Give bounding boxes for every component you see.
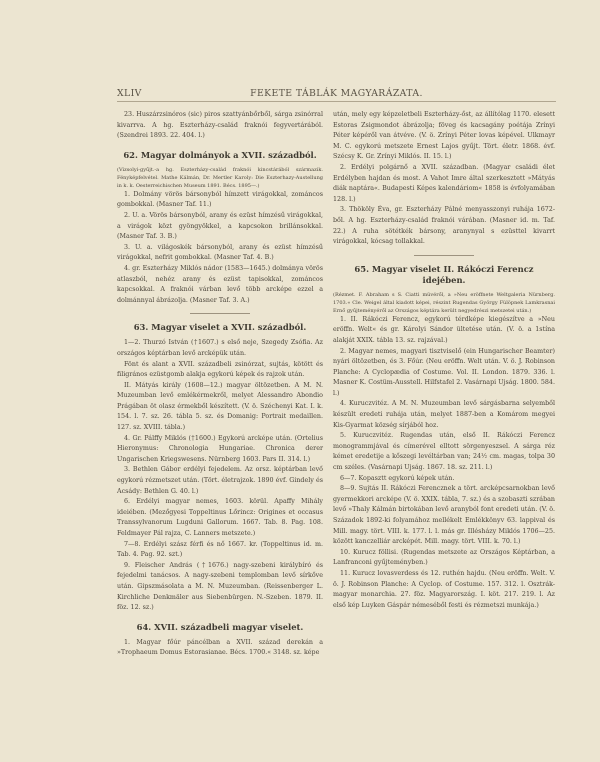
right-column (333, 110, 555, 611)
section-65-item: 1. II. Rákóczi Ferencz, egykorú térdképe kiegészítve a »Neu eröffn. Welt« és gr. Károlyi Sándor ültetése után. (V. ö. a 1stína alakját XXIX. tábla 13. sz. rajzával.) (333, 315, 555, 344)
section-62-item: 4. gr. Eszterházy Miklós nádor (1583—1645.) dolmánya vörös atlaszból, nehéz arany és ezüst tapisokkal, zománcos kapcsokkal. A fraknói várban levő több arcképe ezzel a dolmánnyal ábrázolja. (Masner Taf. 3. A.) (117, 264, 323, 304)
section-62-title: 62. Magyar dolmányok a XVII. századból. (123, 149, 317, 160)
page-number: XLIV (117, 88, 142, 99)
section-63-item: 9. Fleischer András (†1676.) nagy-szebeni királybíró és fejedelmi tanácsos. A nagy-szebeni templomban levő sírkőve után. Gipszmásolata a M. N. Muzeumban. (Reissenberger L. Kirchliche Denkmäler aus Siebenbürgen. N.-Szeben. 1879. II. föz. 12. sz.) (117, 561, 323, 612)
continued-paragraph: után, mely egy képzeletbeli Eszterházy-őst, az állítólag 1170. elesett Estoras Zsigmondot ábrázolja; föveg és kacsagány poétája Zrínyi Péter képéről van átvéve. (V. ö. Zrínyi Péter lovas képével. Ulkmayr M. C. egykorú metszete Ernest Lajos gyűjt. Tört. életr. 1868. évf. Szécsy K. Gr. Zrínyi Miklós. II. 15. l.) (333, 111, 555, 161)
paragraph: 2. Erdélyi polgárnő a XVII. században. (Magyar családi élet Erdélyben hajdan és most. A Vahot Imre által szerkesztett »Mátyás diák naptára«. Budapesti Képes kalendáriom« 1858 is évfolyamában 128. l.) (333, 163, 555, 203)
section-63-item: 6. Erdélyi magyar nemes, 1603. körül. Apaffy Mihály ideiében. (Mezőgyesi Toppeltinus Lőrincz: Origines et occasus Transsylvanorum Lugduni Gallorum. 1667. Tab. 8. Pag. 108. Feldmayer Pál rajza, C. Lanners metszete.) (117, 498, 323, 537)
section-65-item: 4. Kuruczvitéz. A M. N. Muzeumban levő sárgásbarna selyemből készült eredeti ruhája után, melyet 1887-ben a Komárom megyei Kis-Gyarmat község sírjából hoz. (333, 400, 555, 429)
section-62-item: 3. U. a. világoskék bársonyból, arany és ezüst hímzésű virágokkal, nefrit gombokkal. (Masner Taf. 4. B.) (117, 243, 323, 262)
section-65-title: 65. Magyar viselet II. Rákóczi Ferencz idejében. (354, 263, 534, 285)
section-63-item: II. Mátyás király (1608—12.) magyar öltözetben. A M. N. Muzeumban levő emlékérmekről, melyet Alessandro Abondio Prágában öt olasz érmekből készített. (V. ö. Széchenyi Kat. I. k. 154. l. 7. sz. 26. tábla 5. sz. és Domanig: Portrait medaillen. 127. sz. XVIII. tábla.) (117, 381, 323, 432)
section-65-source: (Rézmet. F. Abraham s S. Ciatti müvéről, a »Neu eröffnete Weltgaleria Nürnberg. 1703.« Cle. Weigel által kiadott képei, részint Rugendas György Fülöpnek Lamkrasnai Ernő gyűjteményéről az Országos képtára került negyedrészi metszetei után.) (333, 291, 555, 314)
section-divider (190, 313, 250, 314)
section-65-item: 10. Kurucz föllisi. (Rugendas metszete az Országos Képtárban, a Lanfranconi gyűjteményben.) (333, 548, 555, 567)
section-64-item: 1. Magyar főúr páncélban a XVII. század derekán a »Trophaeum Domus Estorasianae. Bécs. 1700.« 3148. sz. képe (117, 638, 323, 657)
section-62-item: 2. U. a. Vörös bársonyból, arany és ezüst hímzésű virágokkal, a virágok közt gyöngyökkel, a kapcsokon brillánsokkal. (Masner Taf. 3. B.) (117, 211, 323, 241)
section-63-title: 63. Magyar viselet a XVII. századból. (133, 322, 307, 333)
section-65-item: 2. Magyar nemes, magyari tisztviselő (ein Hungarischer Beamter) nyári öltözetben, és 3. Főúr. (Neu eröffn. Welt után. V. ö. J. Robinson Planche: A Cyclopædia of Costume. Vol. II. London. 1879. 336. l. Masner K. Costüm-Ausstell. Hilfstafel 2. Vasárnapi Ujság. 1800. 584. l.) (333, 347, 555, 397)
section-65-item: 6—7. Kopasztt egykorú képek után. (340, 474, 455, 482)
section-63-item: 1—2. Thurzó István (†1607.) s első neje, Szegedy Zsófia. Az országos képtárban levő arcképük után. (117, 339, 323, 357)
section-65-item: 8—9. Sujtás II. Rákóczi Ferencznek a tört. arcképcsarnokban levő gyermekkori arcképe (V. ö. XXIX. tábla, 7. sz.) és a szobaszti szrában levő »Thaly Kálmán birtokában levő aranyból font eredeti után. (V. ö. Századok 1892-ki folyamához mellékelt Emlékkönyv 63. lappival és Mill. magy. tört. VIII. k. 177. l. l. más gr. Illésházy Miklós 1706—25. között kanczelliár arcképét. Mill. magy. tört. VIII. k. 70. l.) (333, 485, 555, 546)
section-64-title: 64. XVII. századbeli magyar viselet. (136, 621, 304, 632)
section-63-item: 3. Bethlen Gábor erdélyi fejedelem. Az orsz. képtárban levő egykorú rézmetszet után. (Tört. életrajzok. 1890 évf. Gindely és Acsády: Bethlen G. 40. l.) (117, 466, 323, 495)
header-rule (117, 101, 556, 102)
section-63-item: 4. Gr. Pálffy Miklós (†1600.) Egykorú arcképe után. (Ortelius Hieronymus: Chronologia Hungariae. Chronica derer Ungarischen Kriegswesens. Nürnberg 1603. Pars II. 314. l.) (117, 434, 323, 463)
section-62-source: (Vizsolyi-gyűjt.-a hg. Eszterházy-család fraknói kincstárából származik. Fényképfelvétel. Mathe Kálmán, Dr. Mertler Karoly: Die Eszterhazy-Austellung in k. k. Oesterreichischen Museum 1891. Bécs. 1895—.) (117, 166, 323, 189)
section-divider (414, 255, 474, 256)
section-65-item: 11. Kurucz lovasverdess és 12. ruthén hajdu. (Neu eröffn. Welt. V. ö. J. Robinson Planche: A Cyclop. of Costume. 157. 312. l. Osztrák-magyar monarchia. 27. föz. Magyarország. I. köt. 217. 219. l. Az első kép Luyken Gáspár némeséből festi és rézmetszi munkája.) (333, 569, 555, 609)
paragraph: 3. Thököly Éva, gr. Eszterházy Pálné menyasszonyi ruhája 1672-ből. A hg. Eszterházy-család fraknói várában. (Masner id. m. Taf. 22.) A ruha sötétkék bársony, aranynyal s ezüsttel kivarrt virágokkal, kócsag tollakkal. (333, 206, 555, 246)
section-65-item: 5. Kuruczvitéz. Rugendas után, első II. Rákóczi Ferencz monogrammjával és címerével elltott sörgenyeszsel. A sárga réz kémet eredetije a kőszegi levéltárban van; 24½ cm. magas, tolpa 30 cm széles. (Vasárnapi Ujság. 1867. 18. sz. 211. l.) (333, 432, 555, 472)
left-column (117, 110, 323, 659)
section-63-item: 7—8. Erdélyi szász férfi és nő 1667. kr. (Toppeltinus id. m. Tab. 4. Pag. 92. szt.) (117, 540, 323, 559)
running-title: FEKETE TÁBLÁK MAGYARÁZATA. (250, 88, 423, 99)
section-63-item: Fönt és alant a XVII. századbeli zsinórzat, sujtás, kötött és filigrános ezüstgomb alakja egykorú képek és rajzok után. (117, 360, 323, 379)
intro-paragraph: 23. Huszárzsinóros (sic) piros szattyánbőrből, sárga zsinórral kivarrva. A hg. Eszterházy-család fraknói fegyvertárából. (Szendrei 1893. 22. 404. l.) (117, 111, 323, 140)
section-62-item: 1. Dolmány vörös bársonyból hímzett virágokkal, zománcos gombokkal. (Masner Taf. 11.) (117, 190, 323, 209)
